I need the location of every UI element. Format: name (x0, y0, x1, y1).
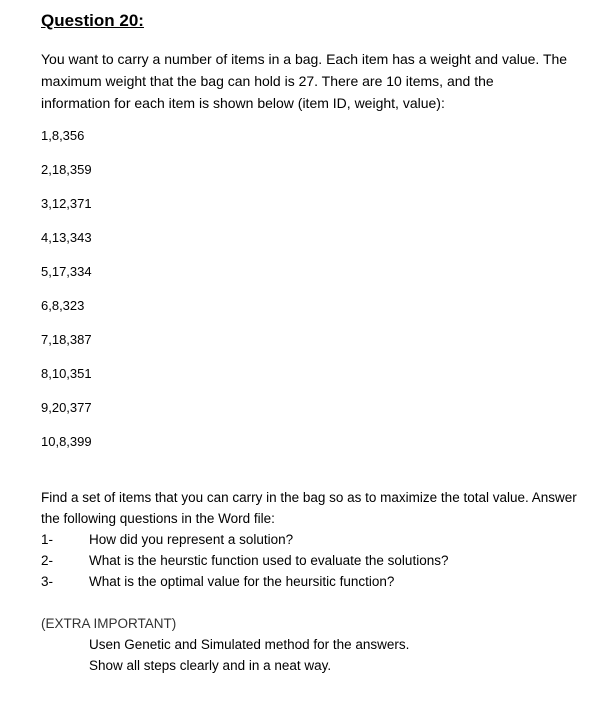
item-entry: 9,20,377 (41, 400, 92, 415)
question-title: Question 20: (41, 11, 144, 30)
item-entry: 1,8,356 (41, 128, 85, 143)
task-line: Find a set of items that you can carry in the bag so as to maximize the total value. Answer (41, 490, 577, 505)
item-list (41, 126, 92, 466)
question-number: 1- (41, 532, 54, 547)
item-entry: 8,10,351 (41, 366, 92, 381)
item-entry: 3,12,371 (41, 196, 92, 211)
item-entry: 2,18,359 (41, 162, 92, 177)
question-text: How did you represent a solution? (89, 532, 294, 547)
item-entry: 7,18,387 (41, 332, 92, 347)
extra-heading: (EXTRA IMPORTANT) (41, 616, 177, 631)
item-entry: 5,17,334 (41, 264, 92, 279)
question-text: What is the heurstic function used to evaluate the solutions? (89, 553, 449, 568)
task-line: the following questions in the Word file: (41, 511, 275, 526)
item-entry: 6,8,323 (41, 298, 85, 313)
extra-line: Show all steps clearly and in a neat way. (89, 658, 332, 673)
question-item (41, 550, 601, 571)
item-entry: 10,8,399 (41, 434, 92, 449)
description-line: information for each item is shown below (item ID, weight, value): (41, 95, 445, 111)
problem-description (41, 48, 601, 114)
question-list (41, 529, 601, 592)
extra-instructions (41, 613, 601, 676)
question-item (41, 571, 601, 592)
question-number: 2- (41, 553, 54, 568)
question-text: What is the optimal value for the heursitic function? (89, 574, 395, 589)
extra-line: Usen Genetic and Simulated method for the answers. (89, 637, 410, 652)
item-entry: 4,13,343 (41, 230, 92, 245)
description-line: maximum weight that the bag can hold is 27. There are 10 items, and the (41, 73, 494, 89)
description-line: You want to carry a number of items in a bag. Each item has a weight and value. The (41, 51, 568, 67)
task-section (41, 487, 601, 592)
question-number: 3- (41, 574, 54, 589)
question-item (41, 529, 601, 550)
